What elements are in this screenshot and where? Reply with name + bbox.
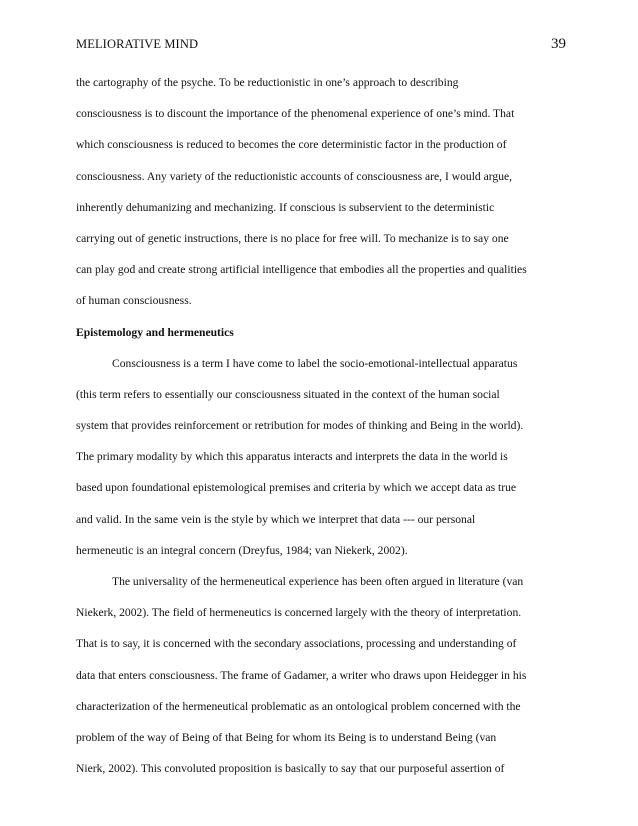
text-line: Nierk, 2002). This convoluted proposition is basically to say that our purposeful assertion of bbox=[76, 762, 505, 776]
text-line: The universality of the hermeneutical experience has been often argued in literature (van bbox=[112, 575, 524, 588]
text-line: Consciousness is a term I have come to label the socio-emotional-intellectual apparatus bbox=[112, 356, 518, 370]
text-line: consciousness. Any variety of the reductionistic accounts of consciousness are, I would argue, bbox=[76, 169, 513, 183]
text-line: carrying out of genetic instructions, there is no place for free will. To mechanize is to say one bbox=[76, 231, 509, 245]
text-line: data that enters consciousness. The frame of Gadamer, a writer who draws upon Heidegger in his bbox=[76, 668, 527, 682]
body-text bbox=[76, 67, 568, 784]
text-line: system that provides reinforcement or retribution for modes of thinking and Being in the world). bbox=[76, 419, 524, 433]
text-line: the cartography of the psyche. To be reductionistic in one’s approach to describing bbox=[76, 76, 459, 89]
text-line: of human consciousness. bbox=[76, 294, 192, 308]
text-line: consciousness is to discount the importance of the phenomenal experience of one’s mind. That bbox=[76, 107, 515, 121]
text-line: hermeneutic is an integral concern (Dreyfus, 1984; van Niekerk, 2002). bbox=[76, 543, 408, 557]
text-line: problem of the way of Being of that Being for whom its Being is to understand Being (van bbox=[76, 730, 497, 744]
text-line: based upon foundational epistemological premises and criteria by which we accept data as true bbox=[76, 481, 517, 495]
running-head: MELIORATIVE MIND bbox=[76, 37, 199, 51]
text-line: Niekerk, 2002). The field of hermeneutics is concerned largely with the theory of interpretation. bbox=[76, 606, 522, 620]
text-line: (this term refers to essentially our consciousness situated in the context of the human social bbox=[76, 387, 500, 401]
text-line: That is to say, it is concerned with the secondary associations, processing and understanding of bbox=[76, 637, 517, 651]
section-heading: Epistemology and hermeneutics bbox=[76, 325, 234, 339]
text-line: characterization of the hermeneutical problematic as an ontological problem concerned with the bbox=[76, 699, 521, 713]
text-line: which consciousness is reduced to becomes the core deterministic factor in the production of bbox=[76, 138, 507, 152]
text-line: and valid. In the same vein is the style by which we interpret that data --- our personal bbox=[76, 512, 476, 526]
page-number: 39 bbox=[551, 36, 566, 52]
text-line: The primary modality by which this apparatus interacts and interprets the data in the world is bbox=[76, 450, 508, 464]
text-line: inherently dehumanizing and mechanizing. If conscious is subservient to the deterministic bbox=[76, 200, 495, 214]
text-line: can play god and create strong artificial intelligence that embodies all the properties and qualities bbox=[76, 263, 527, 277]
